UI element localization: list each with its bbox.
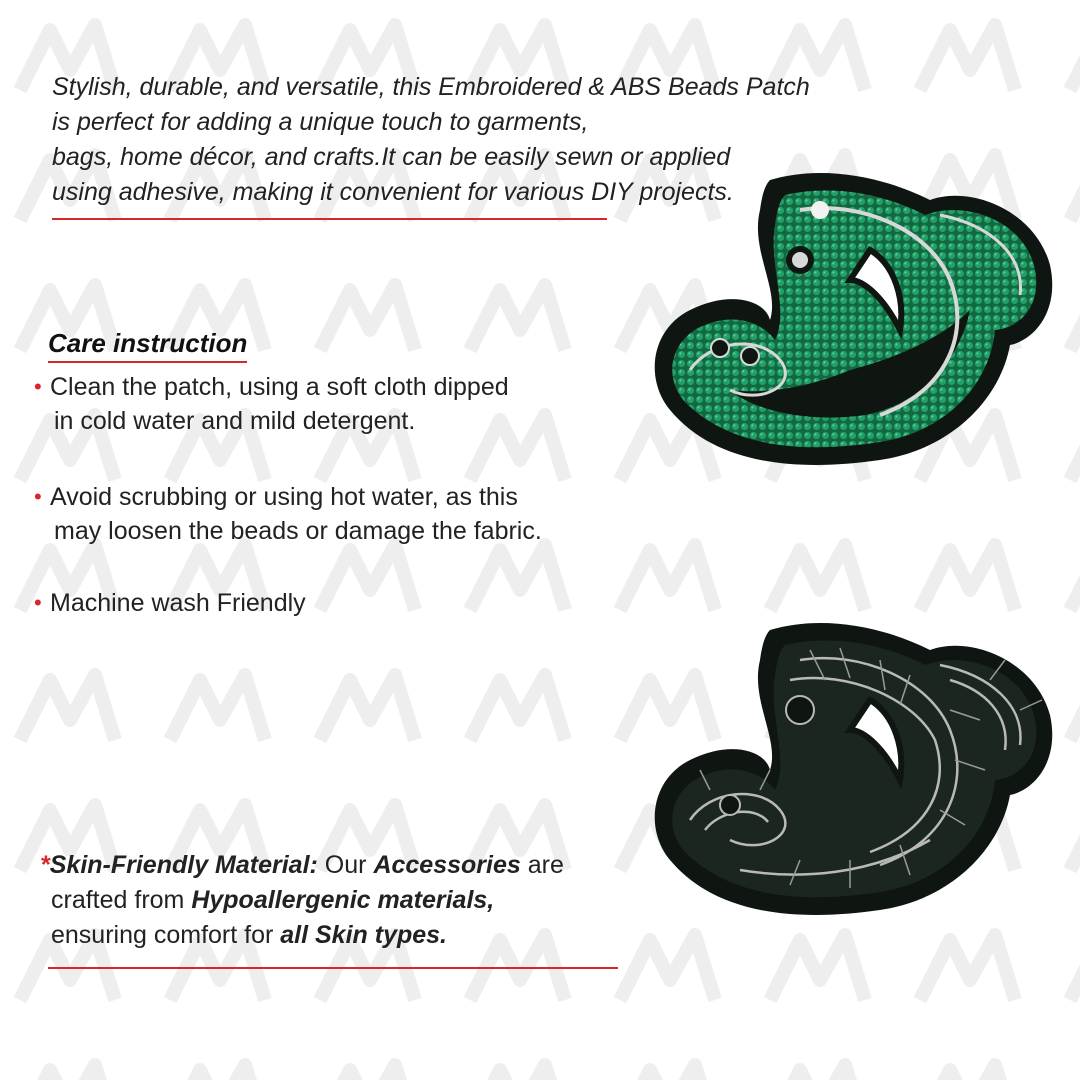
care-item-line: in cold water and mild detergent.	[54, 407, 416, 435]
accessories-label: Accessories	[373, 851, 521, 879]
intro-line: Stylish, durable, and versatile, this Embroidered & ABS Beads Patch	[52, 73, 810, 101]
skin-line-3	[40, 918, 660, 953]
care-item	[34, 370, 509, 438]
intro-line: using adhesive, making it convenient for various DIY projects.	[52, 178, 734, 206]
intro-line: is perfect for adding a unique touch to garments,	[52, 108, 589, 136]
skin-text: Our	[317, 851, 374, 879]
care-item	[34, 586, 306, 620]
skin-divider	[48, 967, 618, 969]
care-heading: Care instruction	[48, 328, 247, 363]
intro-line: bags, home décor, and crafts.It can be easily sewn or applied	[52, 143, 731, 171]
all-skin-label: all Skin types.	[280, 921, 448, 949]
embroidered-patch-back-image	[650, 620, 1060, 920]
beaded-patch-front-image	[650, 170, 1060, 470]
bullet-icon: •	[34, 374, 42, 399]
skin-line-1	[40, 848, 660, 883]
care-item	[34, 480, 542, 548]
care-item-line: may loosen the beads or damage the fabric.	[54, 517, 542, 545]
intro-divider	[52, 218, 607, 220]
care-item-line: Avoid scrubbing or using hot water, as this	[50, 483, 518, 511]
skin-text: crafted from	[51, 886, 192, 914]
asterisk: *	[40, 851, 50, 879]
skin-friendly-note	[40, 848, 660, 953]
skin-label: Skin-Friendly Material:	[49, 851, 318, 879]
bullet-icon: •	[34, 590, 42, 615]
skin-text: ensuring comfort for	[51, 921, 281, 949]
bullet-icon: •	[34, 484, 42, 509]
care-item-line: Clean the patch, using a soft cloth dipped	[50, 373, 509, 401]
skin-text: are	[520, 851, 564, 879]
hypo-label: Hypoallergenic materials,	[191, 886, 495, 914]
care-item-line: Machine wash Friendly	[50, 589, 306, 617]
skin-line-2	[40, 883, 660, 918]
